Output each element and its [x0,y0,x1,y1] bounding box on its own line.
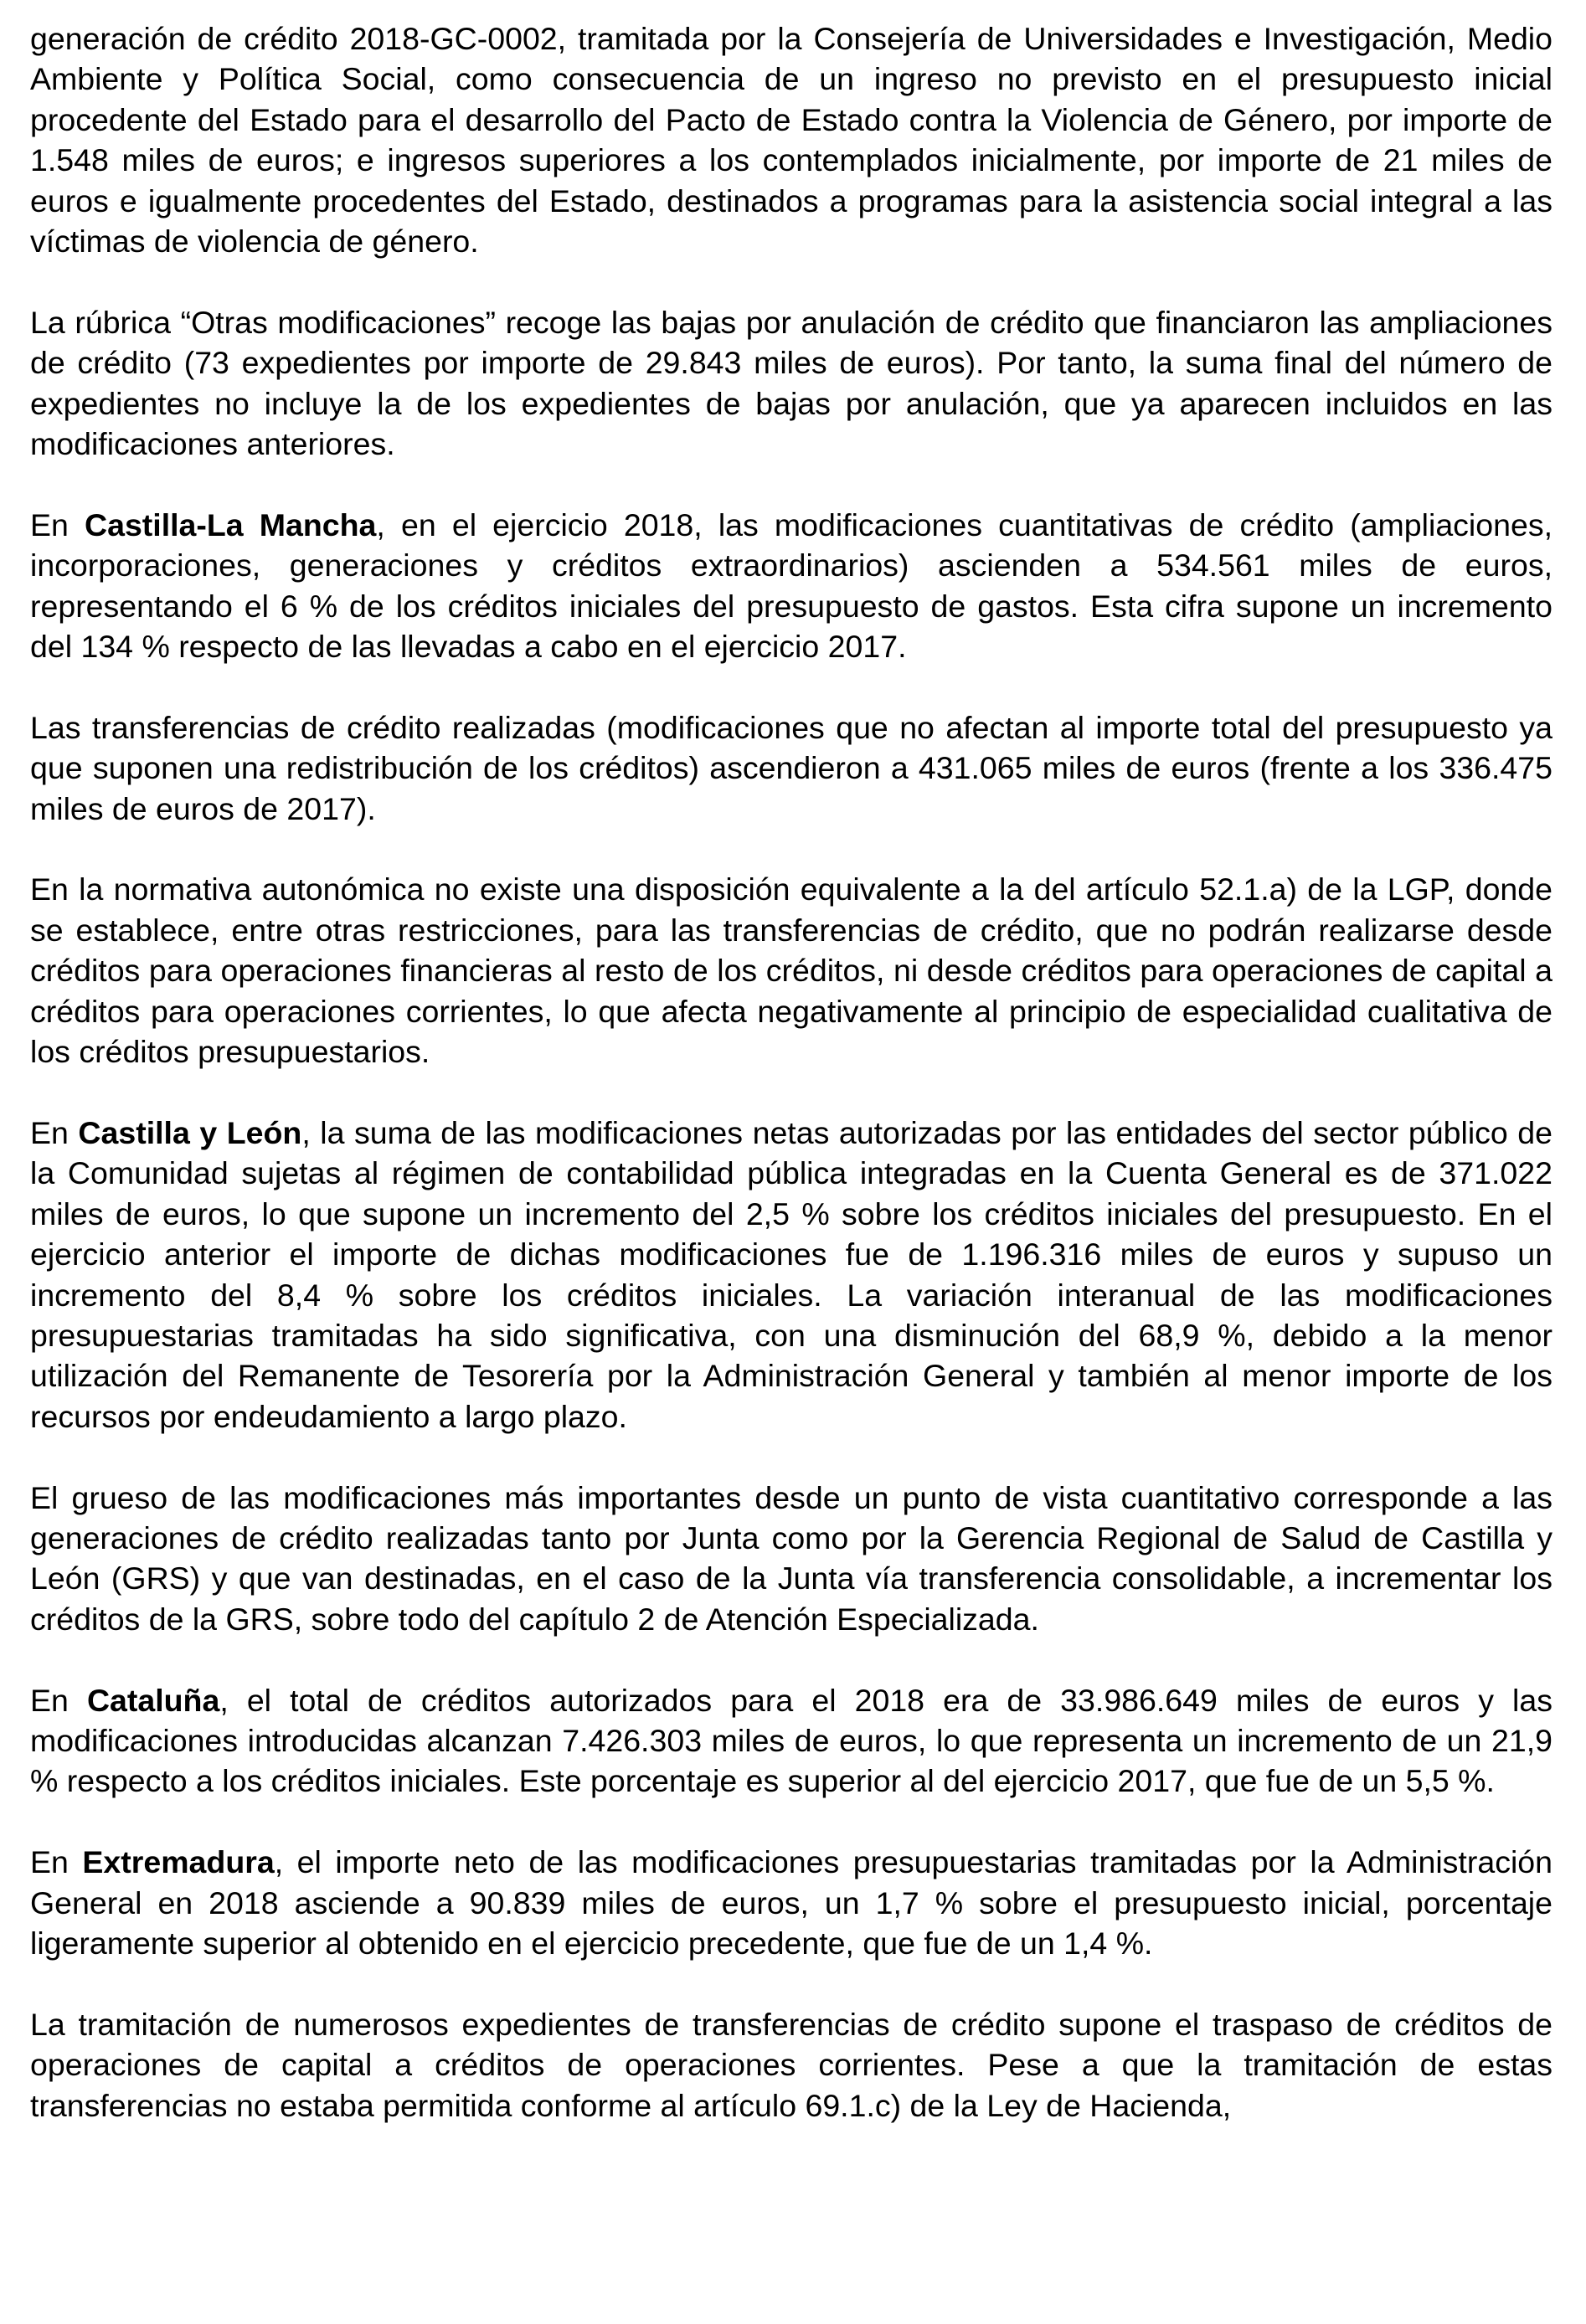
paragraph-castilla-y-leon [30,1113,1553,1437]
document-page [30,18,1553,2126]
paragraph-extremadura [30,1842,1553,1963]
region-name-bold: Cataluña [86,1682,220,1718]
paragraph-1 [30,18,1553,261]
paragraph-7 [30,1478,1553,1640]
region-name-bold: Castilla y León [78,1114,302,1150]
paragraph-text: La tramitación de numerosos expedientes de transferencias de crédito supone el traspaso de créditos de operaciones de capital a créditos de operaciones corrientes. Pese a que la tramitación de estas transferencias no estaba permitida conforme al artículo 69.1.c) de la Ley de Hacienda, [30,2006,1553,2123]
paragraph-2 [30,302,1553,465]
paragraph-text: La rúbrica “Otras modificaciones” recoge las bajas por anulación de crédito que financiaron las ampliaciones de crédito (73 expedientes por importe de 29.843 miles de euros). Por tanto, la suma final del número de expedientes no incluye la de los expedientes de bajas por anulación, que ya aparecen incluidos en las modificaciones anteriores. [30,304,1553,462]
paragraph-10 [30,2004,1553,2126]
paragraph-text: En [30,506,85,542]
paragraph-5 [30,869,1553,1072]
region-name-bold: Castilla-La Mancha [85,506,377,542]
paragraph-cataluna [30,1680,1553,1802]
paragraph-text: En [30,1114,79,1150]
paragraph-text: , el total de créditos autorizados para el 2018 era de 33.986.649 miles de euros y las modificaciones introducidas alcanzan 7.426.303 miles de euros, lo que representa un incremento de un 21,9 % respecto a los créditos iniciales. Este porcentaje es superior al del ejercicio 2017, que fue de un 5,5 %. [30,1682,1553,1799]
paragraph-4 [30,707,1553,829]
paragraph-text: En [30,1844,83,1880]
paragraph-text: , en el ejercicio 2018, las modificaciones cuantitativas de crédito (ampliaciones, incorporaciones, generaciones y créditos extraordinarios) ascienden a 534.561 miles de euros, representando el 6 % de los créditos iniciales del presupuesto de gastos. Esta cifra supone un incremento del 134 % respecto de las llevadas a cabo en el ejercicio 2017. [30,506,1553,665]
region-name-bold: Extremadura [82,1844,275,1880]
paragraph-text: En la normativa autonómica no existe una disposición equivalente a la del artículo 52.1.a) de la LGP, donde se establece, entre otras restricciones, para las transferencias de crédito, que no podrán realizarse desde créditos para operaciones financieras al resto de los créditos, ni desde créditos para operaciones de capital a créditos para operaciones corrientes, lo que afecta negativamente al principio de especialidad cualitativa de los créditos presupuestarios. [30,872,1553,1070]
paragraph-text: generación de crédito 2018-GC-0002, tramitada por la Consejería de Universidades e Investigación, Medio Ambiente y Política Social, como consecuencia de un ingreso no previsto en el presupuesto inicial procedente del Estado para el desarrollo del Pacto de Estado contra la Violencia de Género, por importe de 1.548 miles de euros; e ingresos superiores a los contemplados inicialmente, por importe de 21 miles de euros e igualmente procedentes del Estado, destinados a programas para la asistencia social integral a las víctimas de violencia de género. [30,21,1553,260]
paragraph-text: Las transferencias de crédito realizadas (modificaciones que no afectan al importe total del presupuesto ya que suponen una redistribución de los créditos) ascendieron a 431.065 miles de euros (frente a los 336.475 miles de euros de 2017). [30,709,1553,826]
paragraph-text: , la suma de las modificaciones netas autorizadas por las entidades del sector público de la Comunidad sujetas al régimen de contabilidad pública integradas en la Cuenta General es de 371.022 miles de euros, lo que supone un incremento del 2,5 % sobre los créditos iniciales del presupuesto. En el ejercicio anterior el importe de dichas modificaciones fue de 1.196.316 miles de euros y supuso un incremento del 8,4 % sobre los créditos iniciales. La variación interanual de las modificaciones presupuestarias tramitadas ha sido significativa, con una disminución del 68,9 %, debido a la menor utilización del Remanente de Tesorería por la Administración General y también al menor importe de los recursos por endeudamiento a largo plazo. [30,1114,1553,1434]
paragraph-text: El grueso de las modificaciones más importantes desde un punto de vista cuantitativo corresponde a las generaciones de crédito realizadas tanto por Junta como por la Gerencia Regional de Salud de Castilla y León (GRS) y que van destinadas, en el caso de la Junta vía transferencia consolidable, a incrementar los créditos de la GRS, sobre todo del capítulo 2 de Atención Especializada. [30,1479,1553,1637]
paragraph-text: En [30,1682,87,1718]
paragraph-text: , el importe neto de las modificaciones presupuestarias tramitadas por la Administración General en 2018 asciende a 90.839 miles de euros, un 1,7 % sobre el presupuesto inicial, porcentaje ligeramente superior al obtenido en el ejercicio precedente, que fue de un 1,4 %. [30,1844,1553,1961]
paragraph-castilla-la-mancha [30,505,1553,667]
